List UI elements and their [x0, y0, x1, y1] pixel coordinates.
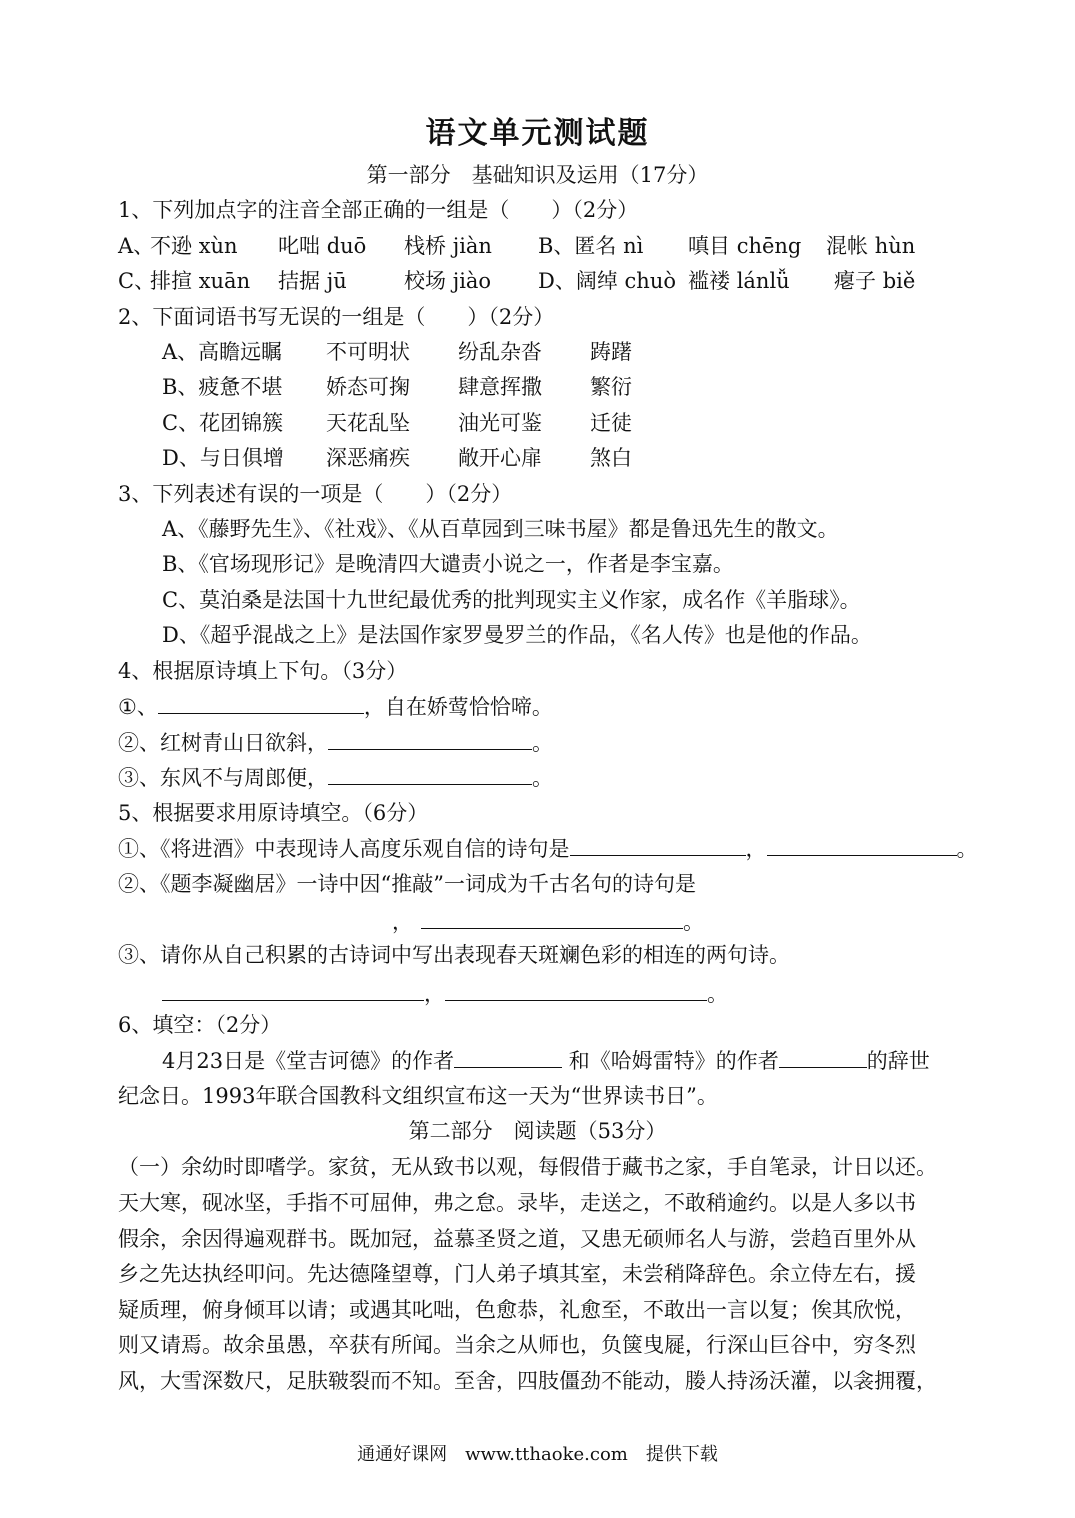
q1-pinyin: chuò	[624, 269, 676, 293]
q6-line-2: 纪念日。1993年联合国教科文组织宣布这一天为“世界读书日”。	[118, 1084, 718, 1108]
answer-blank[interactable]	[328, 727, 532, 750]
q1-word: 拮据	[278, 269, 320, 293]
q5-line-1-text: ①、《将进酒》中表现诗人高度乐观自信的诗句是	[118, 837, 570, 861]
q1-c3	[404, 266, 491, 296]
q1-word: 嗔目	[688, 234, 730, 258]
q1-a3	[404, 231, 492, 261]
q1-pinyin: jū	[326, 269, 347, 293]
q4-line-2	[118, 727, 553, 757]
q1-pinyin: xùn	[198, 234, 238, 258]
q1-pinyin: xuān	[198, 269, 251, 293]
q1-pinyin: biě	[882, 269, 916, 293]
q2-opt-a-1: A、高瞻远瞩	[162, 340, 283, 364]
q2-opt-c-4: 迁徒	[590, 411, 632, 435]
q1-b2	[688, 231, 801, 261]
q1-c2	[278, 266, 347, 296]
q4-line-2-text: ②、红树青山日欲斜，	[118, 731, 328, 755]
q5-line-2-comma: ，	[392, 910, 413, 934]
q4-line-3	[118, 762, 553, 792]
q5-line-2-end: 。	[683, 910, 704, 934]
q1-word: 栈桥	[404, 234, 446, 258]
q2-opt-d-3: 敞开心扉	[458, 446, 542, 470]
passage-line: 风，大雪深数尺，足肤皲裂而不知。至舍，四肢僵劲不能动，媵人持汤沃灌，以衾拥覆，	[118, 1369, 937, 1393]
q3-opt-b: B、《官场现形记》是晚清四大谴责小说之一，作者是李宝嘉。	[162, 552, 734, 576]
q4-line-2-end: 。	[532, 731, 553, 755]
q2-opt-b-1: B、疲惫不堪	[162, 375, 283, 399]
q1-pinyin: lánlǚ	[736, 269, 790, 293]
q1-pinyin: jiào	[452, 269, 492, 293]
q2-opt-b-4: 繁衍	[590, 375, 632, 399]
q4-line-1-text: ，自在娇莺恰恰啼。	[363, 695, 553, 719]
answer-blank[interactable]	[454, 1045, 562, 1068]
page-title: 语文单元测试题	[425, 116, 650, 151]
q3-opt-d: D、《超乎混战之上》是法国作家罗曼罗兰的作品，《名人传》也是他的作品。	[162, 623, 872, 647]
q5-stem: 5、根据要求用原诗填空。（6分）	[118, 801, 429, 825]
q1-word: D、阔绰	[538, 269, 618, 293]
q1-d1	[538, 266, 676, 296]
q2-opt-c-3: 油光可鉴	[458, 411, 542, 435]
q1-word: 不逊	[150, 234, 192, 258]
q5-line-3-comma: ，	[424, 982, 445, 1006]
page-footer: 通通好课网 www.tthaoke.com 提供下载	[357, 1444, 718, 1465]
q1-b1	[538, 231, 643, 261]
q1-row-c-prefix: C、	[118, 269, 156, 293]
q1-row-a-prefix: A、	[118, 234, 155, 258]
q2-opt-a-3: 纷乱杂沓	[458, 340, 542, 364]
q1-a2	[278, 231, 366, 261]
q3-opt-c: C、莫泊桑是法国十九世纪最优秀的批判现实主义作家，成名作《羊脂球》。	[162, 588, 861, 612]
passage-line: 疑质理，俯身倾耳以请；或遇其叱咄，色愈恭，礼愈至，不敢出一言以复；俟其欣悦，	[118, 1298, 916, 1322]
q1-d2	[688, 266, 790, 296]
answer-blank[interactable]	[445, 978, 707, 1001]
part2-heading: 第二部分 阅读题（53分）	[408, 1119, 667, 1143]
passage-line: 乡之先达执经叩问。先达德隆望尊，门人弟子填其室，未尝稍降辞色。余立侍左右，援	[118, 1262, 916, 1286]
q1-word: 叱咄	[278, 234, 320, 258]
q5-line-3-answer	[162, 978, 728, 1008]
q1-pinyin: jiàn	[452, 234, 492, 258]
passage-line: 天大寒，砚冰坚，手指不可屈伸，弗之怠。录毕，走送之，不敢稍逾约。以是人多以书	[118, 1191, 916, 1215]
passage-line: 假余，余因得遍观群书。既加冠，益慕圣贤之道，又患无硕师名人与游，尝趋百里外从	[118, 1227, 916, 1251]
q2-opt-b-2: 娇态可掬	[326, 375, 410, 399]
answer-blank[interactable]	[328, 762, 532, 785]
q1-pinyin: duō	[326, 234, 367, 258]
answer-blank[interactable]	[570, 833, 746, 856]
q1-word: 校场	[404, 269, 446, 293]
q2-opt-c-1: C、花团锦簇	[162, 411, 284, 435]
q6-line-1-text: 4月23日是《堂吉诃德》的作者	[162, 1049, 455, 1073]
answer-blank[interactable]	[158, 691, 364, 714]
answer-blank[interactable]	[162, 978, 424, 1001]
q1-word: 瘪子	[834, 269, 876, 293]
q6-line-1-mid: 和《哈姆雷特》的作者	[568, 1049, 779, 1073]
q4-line-3-text: ③、东风不与周郎便，	[118, 766, 328, 790]
q4-line-3-end: 。	[532, 766, 553, 790]
q5-line-2: ②、《题李凝幽居》一诗中因“推敲”一词成为千古名句的诗句是	[118, 872, 696, 896]
answer-blank[interactable]	[767, 833, 957, 856]
q1-word: B、匿名	[538, 234, 617, 258]
q1-word: 排揎	[150, 269, 192, 293]
q2-opt-d-1: D、与日俱增	[162, 446, 284, 470]
q1-c1	[150, 266, 250, 296]
q4-line-1	[118, 691, 553, 721]
q1-row-a	[118, 231, 154, 261]
q2-opt-d-4: 煞白	[590, 446, 632, 470]
answer-blank[interactable]	[779, 1045, 867, 1068]
q1-stem: 1、下列加点字的注音全部正确的一组是（ ）（2分）	[118, 198, 639, 222]
q3-stem: 3、下列表述有误的一项是（ ）（2分）	[118, 482, 513, 506]
q5-line-1-end: 。	[956, 837, 978, 861]
q6-line-1	[162, 1045, 930, 1075]
part1-heading: 第一部分 基础知识及运用（17分）	[366, 163, 709, 187]
q4-line-1-label: ①、	[118, 695, 158, 719]
q1-word: 褴褛	[688, 269, 730, 293]
q2-opt-d-2: 深恶痛疾	[326, 446, 410, 470]
q1-b3	[826, 231, 915, 261]
passage-line: 则又请焉。故余虽愚，卒获有所闻。当余之从师也，负箧曳屣，行深山巨谷中，穷冬烈	[118, 1333, 916, 1357]
passage-line: （一）余幼时即嗜学。家贫，无从致书以观，每假借于藏书之家，手自笔录，计日以还。	[118, 1155, 937, 1179]
q1-pinyin: hùn	[874, 234, 916, 258]
q1-pinyin: nì	[623, 234, 644, 258]
q5-line-1	[118, 833, 978, 863]
q1-word: 混帐	[826, 234, 868, 258]
q3-opt-a: A、《藤野先生》、《社戏》、《从百草园到三味书屋》都是鲁迅先生的散文。	[162, 517, 839, 541]
q1-d3	[834, 266, 915, 296]
q1-pinyin: chēng	[736, 234, 802, 258]
q2-stem: 2、下面词语书写无误的一组是（ ）（2分）	[118, 305, 555, 329]
q5-line-1-comma: ，	[745, 837, 767, 861]
q6-stem: 6、填空：（2分）	[118, 1013, 282, 1037]
q4-stem: 4、根据原诗填上下句。（3分）	[118, 659, 408, 683]
q2-opt-a-4: 踌躇	[590, 340, 632, 364]
q2-opt-a-2: 不可明状	[326, 340, 410, 364]
q5-line-2-answer	[392, 906, 704, 936]
q2-opt-b-3: 肆意挥撒	[458, 375, 542, 399]
q5-line-3-end: 。	[707, 982, 728, 1006]
q5-line-3: ③、请你从自己积累的古诗词中写出表现春天斑斓色彩的相连的两句诗。	[118, 943, 790, 967]
answer-blank[interactable]	[421, 906, 683, 929]
q6-line-1-end: 的辞世	[866, 1049, 930, 1073]
q1-a1	[150, 231, 238, 261]
q2-opt-c-2: 天花乱坠	[326, 411, 410, 435]
